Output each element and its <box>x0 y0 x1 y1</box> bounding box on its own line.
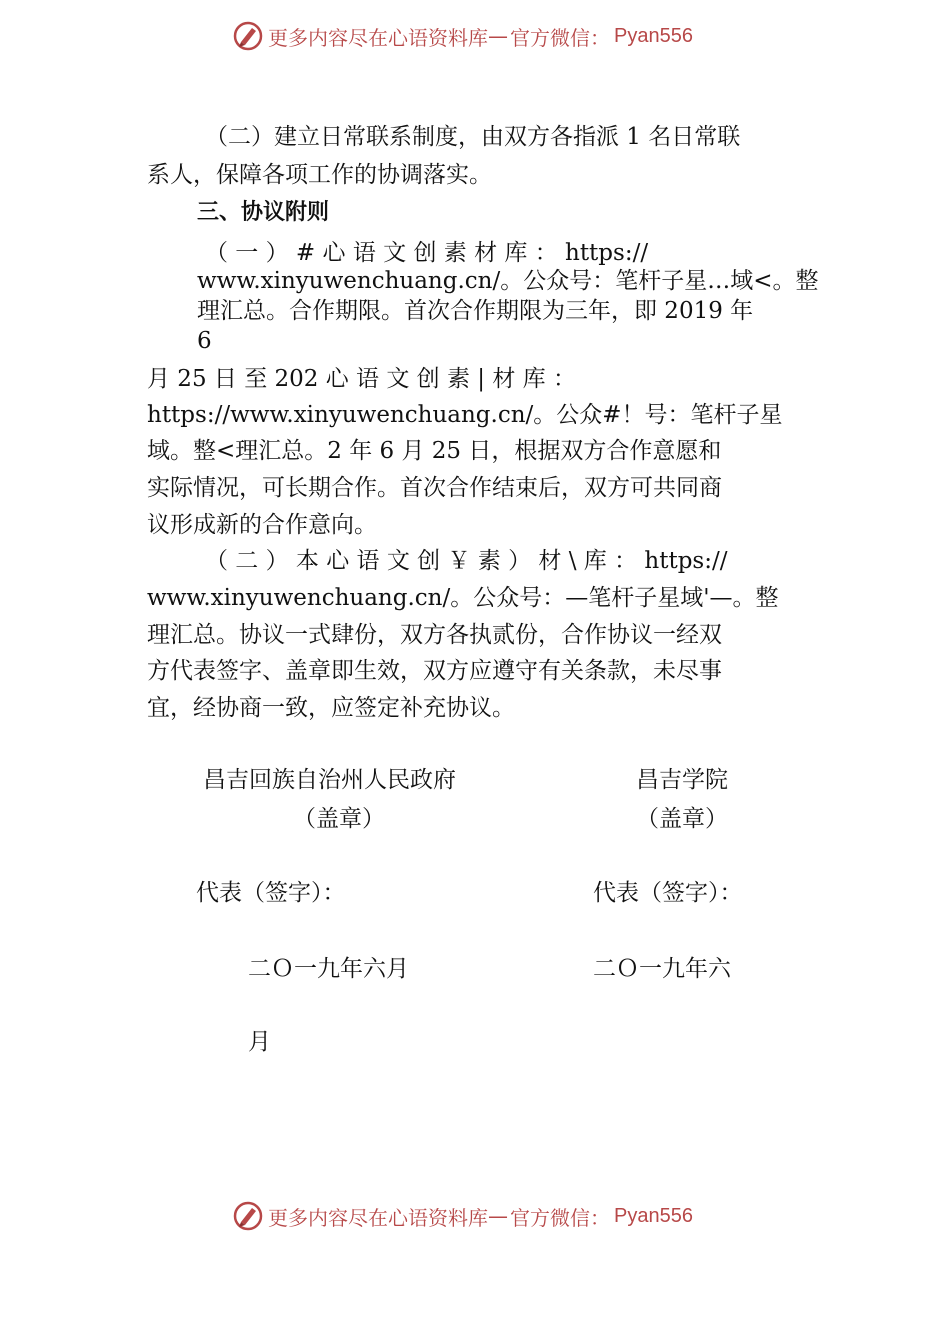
right-date-continued: 月 <box>248 1029 271 1055</box>
pen-logo-icon <box>232 1200 264 1232</box>
p3b-line3: 域。整<理汇总。2 年 6 月 25 日，根据双方合作意愿和 <box>147 438 722 464</box>
p3a-line4: 6 <box>197 328 212 354</box>
p3c-line4: 方代表签字、盖章即生效，双方应遵守有关条款，未尽事 <box>147 658 722 684</box>
para2-line2: 系人，保障各项工作的协调落实。 <box>147 162 492 188</box>
header-banner <box>232 16 732 56</box>
banner-wechat-id: Pyan556 <box>614 24 693 47</box>
right-representative: 代表（签字）： <box>593 880 743 906</box>
p3c-line5: 宜，经协商一致，应签定补充协议。 <box>147 695 515 721</box>
banner-separator: — <box>488 24 508 48</box>
banner-wechat-id: Pyan556 <box>614 1204 693 1227</box>
right-seal: （盖章） <box>636 806 728 832</box>
para2-line1: （二）建立日常联系制度，由双方各指派 1 名日常联 <box>205 124 741 150</box>
right-org-name: 昌吉学院 <box>636 767 728 793</box>
p3a-line1 <box>205 238 827 268</box>
p3b-line2: https://www.xinyuwenchuang.cn/。公众#！号：笔杆子星 <box>147 402 783 428</box>
p3c-line2: www.xinyuwenchuang.cn/。公众号：—笔杆子星域'—。整 <box>147 585 779 611</box>
banner-separator: — <box>488 1204 508 1228</box>
p3a-line3: 理汇总。合作期限。首次合作期限为三年，即 2019 年 <box>197 298 754 324</box>
p3b-line1: 月 25 日 至 202 心 语 文 创 素 | 材 库 ： <box>147 366 576 392</box>
p3b-line4: 实际情况，可长期合作。首次合作结束后，双方可共同商 <box>147 475 722 501</box>
section-heading: 三、协议附则 <box>197 200 330 225</box>
p3a-line1-text: （ 一 ） # 心 语 文 创 素 材 库 ： https:// <box>205 240 649 266</box>
banner-text: 更多内容尽在心语资料库 <box>268 1205 488 1230</box>
footer-banner <box>232 1196 732 1236</box>
p3c-line3: 理汇总。协议一式肆份，双方各执贰份，合作协议一经双 <box>147 622 722 648</box>
pen-logo-icon <box>232 20 264 52</box>
left-seal: （盖章） <box>293 806 385 832</box>
banner-text: 更多内容尽在心语资料库 <box>268 25 488 50</box>
left-representative: 代表（签字）： <box>196 880 346 906</box>
banner-wechat-label: 官方微信： <box>510 1205 610 1230</box>
right-date: 二Ｏ一九年六 <box>593 956 731 982</box>
p3c-line1: （ 二 ） 本 心 语 文 创 ￥ 素 ） 材 \ 库 ： https:// <box>205 548 728 574</box>
p3a-line2: www.xinyuwenchuang.cn/。公众号：笔杆子星…域<。整 <box>197 268 819 294</box>
left-org-name: 昌吉回族自治州人民政府 <box>203 767 456 793</box>
p3b-line5: 议形成新的合作意向。 <box>147 512 377 538</box>
banner-wechat-label: 官方微信： <box>510 25 610 50</box>
left-date: 二Ｏ一九年六月 <box>248 956 409 982</box>
